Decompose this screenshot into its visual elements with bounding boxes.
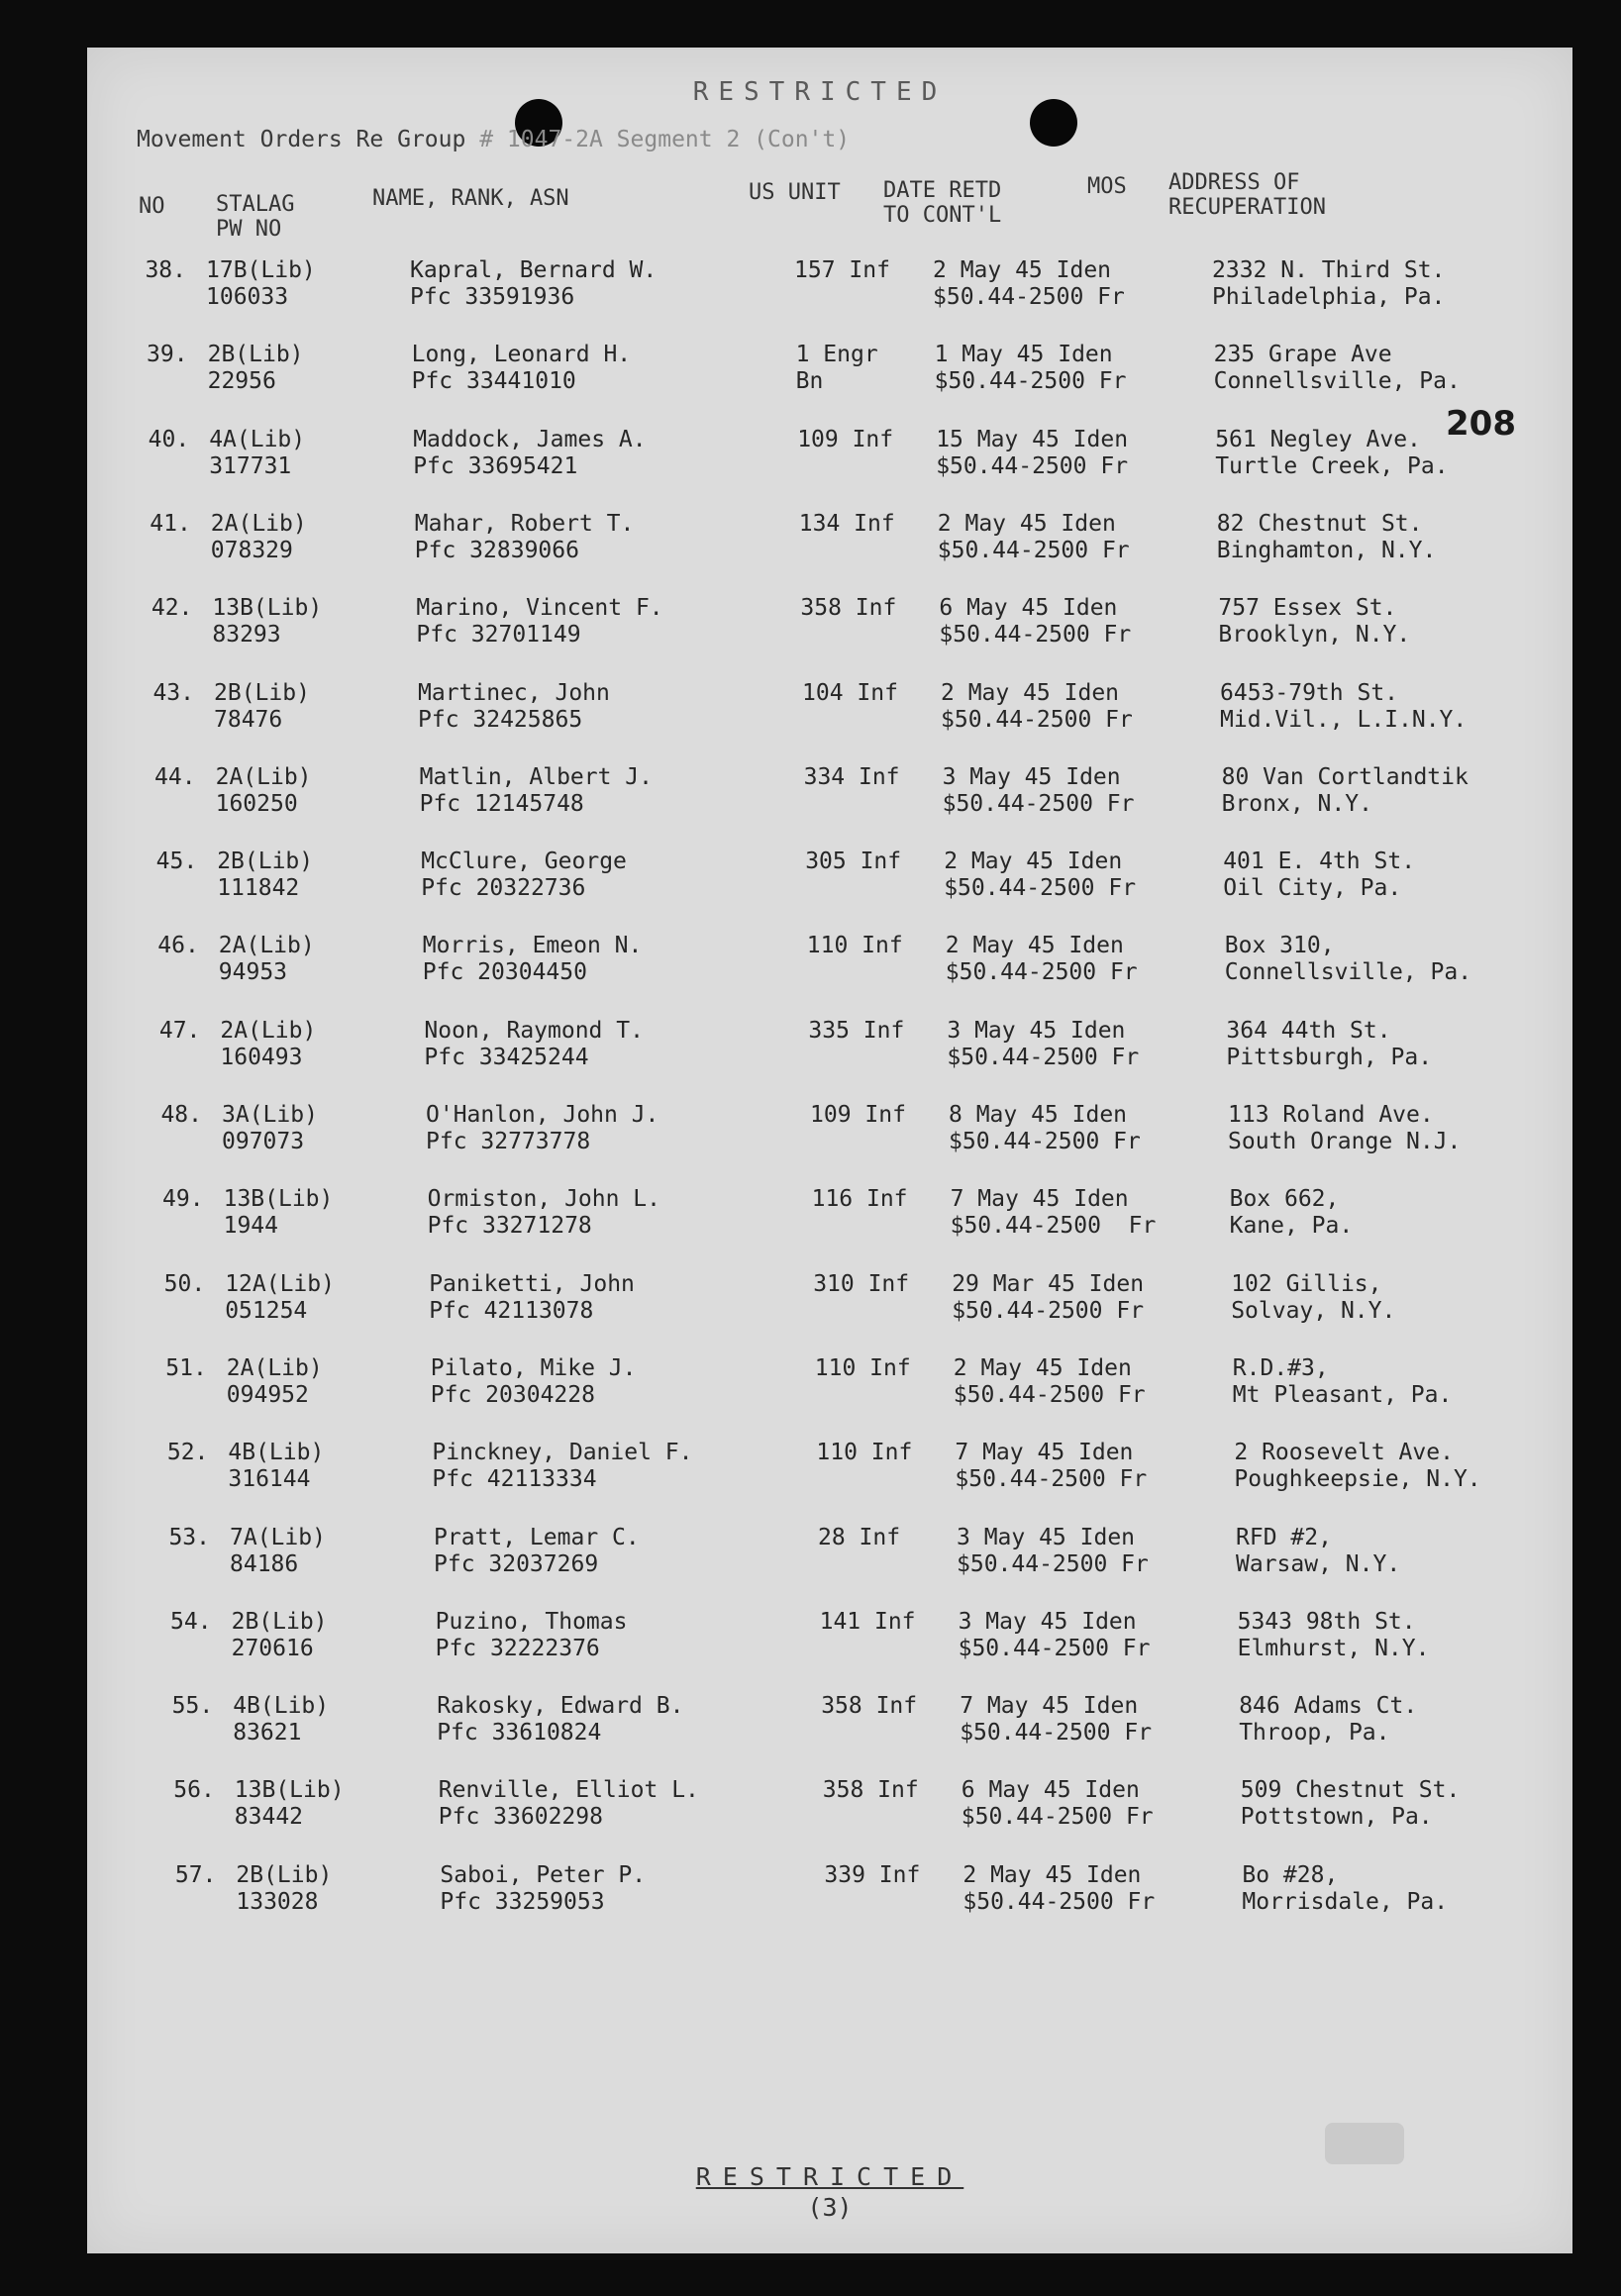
stalag-pw-number: 2B(Lib) 22956 (207, 342, 304, 395)
stalag-pw-number: 2A(Lib) 160250 (215, 763, 312, 817)
row-number: 38. (145, 257, 186, 283)
table-row (87, 1609, 1572, 1688)
name-rank-asn: Puzino, Thomas Pfc 32222376 (435, 1608, 628, 1661)
date-returned: 3 May 45 Iden $50.44-2500 Fr (958, 1608, 1151, 1661)
recuperation-address: Box 662, Kane, Pa. (1229, 1186, 1354, 1240)
recuperation-address: 235 Grape Ave Connellsville, Pa. (1213, 342, 1461, 395)
name-rank-asn: Ormiston, John L. Pfc 33271278 (427, 1186, 660, 1240)
date-returned: 3 May 45 Iden $50.44-2500 Fr (947, 1017, 1140, 1070)
name-rank-asn: Mahar, Robert T. Pfc 32839066 (414, 510, 635, 563)
name-rank-asn: O'Hanlon, John J. Pfc 32773778 (426, 1102, 659, 1154)
us-unit: 358 Inf (800, 595, 897, 622)
subject-faint-text: # 1047-2A Segment 2 (Con't) (479, 127, 851, 152)
row-number: 40. (148, 426, 190, 452)
stalag-pw-number: 4B(Lib) 316144 (228, 1440, 325, 1493)
date-returned: 2 May 45 Iden $50.44-2500 Fr (944, 849, 1137, 902)
name-rank-asn: Rakosky, Edward B. Pfc 33610824 (437, 1693, 684, 1747)
name-rank-asn: Pratt, Lemar C. Pfc 32037269 (434, 1524, 640, 1577)
us-unit: 335 Inf (808, 1017, 905, 1044)
row-number: 42. (151, 595, 193, 622)
row-number: 48. (160, 1102, 202, 1128)
row-number: 54. (170, 1608, 212, 1635)
us-unit: 110 Inf (814, 1354, 911, 1381)
table-row (87, 1440, 1572, 1519)
recuperation-address: 113 Roland Ave. South Orange N.J. (1228, 1102, 1462, 1154)
recuperation-address: 82 Chestnut St. Binghamton, N.Y. (1216, 510, 1437, 563)
us-unit: 109 Inf (810, 1102, 906, 1128)
date-returned: 2 May 45 Iden $50.44-2500 Fr (933, 257, 1125, 310)
recuperation-address: 5343 98th St. Elmhurst, N.Y. (1237, 1608, 1430, 1661)
punch-hole (1030, 99, 1077, 147)
name-rank-asn: Saboi, Peter P. Pfc 33259053 (440, 1861, 647, 1915)
table-row (87, 764, 1572, 844)
name-rank-asn: Noon, Raymond T. Pfc 33425244 (424, 1017, 644, 1070)
recuperation-address: Bo #28, Morrisdale, Pa. (1242, 1861, 1449, 1915)
page-number: 208 (1446, 404, 1516, 444)
us-unit: 305 Inf (805, 849, 902, 875)
us-unit: 28 Inf (818, 1524, 901, 1550)
table-row (87, 342, 1572, 421)
name-rank-asn: Renville, Elliot L. Pfc 33602298 (438, 1777, 699, 1831)
column-header-address: ADDRESS OF RECUPERATION (1168, 170, 1326, 220)
recuperation-address: 102 Gillis, Solvay, N.Y. (1231, 1270, 1396, 1324)
recuperation-address: 6453-79th St. Mid.Vil., L.I.N.Y. (1220, 679, 1468, 733)
subject-text: Movement Orders Re Group (137, 127, 466, 152)
date-returned: 2 May 45 Iden $50.44-2500 Fr (953, 1354, 1146, 1408)
date-returned: 7 May 45 Iden $50.44-2500 Fr (950, 1186, 1157, 1240)
us-unit: 116 Inf (811, 1186, 908, 1213)
date-returned: 15 May 45 Iden $50.44-2500 Fr (936, 426, 1129, 479)
column-header-name: NAME, RANK, ASN (372, 186, 569, 211)
date-returned: 2 May 45 Iden $50.44-2500 Fr (937, 510, 1130, 563)
date-returned: 7 May 45 Iden $50.44-2500 Fr (955, 1440, 1148, 1493)
recuperation-address: 364 44th St. Pittsburgh, Pa. (1226, 1017, 1433, 1070)
faint-stamp (1325, 2123, 1404, 2164)
column-header-no: NO (139, 194, 165, 219)
name-rank-asn: Paniketti, John Pfc 42113078 (429, 1270, 635, 1324)
us-unit: 110 Inf (816, 1440, 913, 1466)
row-number: 55. (171, 1693, 214, 1720)
recuperation-address: 2 Roosevelt Ave. Poughkeepsie, N.Y. (1234, 1440, 1481, 1493)
stalag-pw-number: 13B(Lib) 83293 (212, 595, 323, 649)
row-number: 53. (168, 1524, 210, 1550)
us-unit: 339 Inf (824, 1861, 921, 1888)
table-row (87, 1186, 1572, 1265)
name-rank-asn: McClure, George Pfc 20322736 (421, 849, 627, 902)
recuperation-address: 401 E. 4th St. Oil City, Pa. (1223, 849, 1416, 902)
classification-header: RESTRICTED (692, 77, 948, 107)
stalag-pw-number: 2B(Lib) 133028 (236, 1861, 333, 1915)
row-number: 52. (166, 1440, 209, 1466)
column-header-unit: US UNIT (749, 180, 841, 205)
row-number: 57. (174, 1861, 217, 1888)
recuperation-address: 509 Chestnut St. Pottstown, Pa. (1240, 1777, 1461, 1831)
stalag-pw-number: 2B(Lib) 270616 (231, 1608, 328, 1661)
row-number: 46. (157, 933, 199, 959)
row-number: 56. (173, 1777, 215, 1804)
column-header-stalag: STALAG PW NO (216, 192, 295, 242)
column-header-date: DATE RETD TO CONT'L (883, 178, 1002, 228)
date-returned: 2 May 45 Iden $50.44-2500 Fr (945, 933, 1138, 986)
date-returned: 29 Mar 45 Iden $50.44-2500 Fr (952, 1270, 1145, 1324)
date-returned: 2 May 45 Iden $50.44-2500 Fr (941, 679, 1133, 733)
footer-page-indicator: (3) (807, 2193, 853, 2222)
table-row (87, 1777, 1572, 1856)
date-returned: 1 May 45 Iden $50.44-2500 Fr (934, 342, 1127, 395)
stalag-pw-number: 2A(Lib) 160493 (220, 1017, 317, 1070)
name-rank-asn: Martinec, John Pfc 32425865 (418, 679, 610, 733)
table-row (87, 427, 1572, 506)
table-row (87, 511, 1572, 590)
document-page (87, 48, 1572, 2253)
stalag-pw-number: 4A(Lib) 317731 (209, 426, 306, 479)
name-rank-asn: Matlin, Albert J. Pfc 12145748 (419, 763, 653, 817)
recuperation-address: Box 310, Connellsville, Pa. (1224, 933, 1472, 986)
column-header-mos: MOS (1087, 174, 1127, 199)
table-row (87, 1102, 1572, 1181)
row-number: 45. (155, 849, 198, 875)
stalag-pw-number: 2A(Lib) 94953 (218, 933, 315, 986)
recuperation-address: 2332 N. Third St. Philadelphia, Pa. (1212, 257, 1446, 310)
row-number: 49. (162, 1186, 204, 1213)
page-footer (87, 2162, 1572, 2222)
table-row (87, 1018, 1572, 1097)
row-number: 39. (147, 342, 188, 368)
row-number: 51. (165, 1354, 207, 1381)
recuperation-address: 846 Adams Ct. Throop, Pa. (1239, 1693, 1418, 1747)
document-subject (137, 127, 850, 152)
table-row (87, 257, 1572, 337)
table-row (87, 849, 1572, 928)
stalag-pw-number: 4B(Lib) 83621 (233, 1693, 330, 1747)
us-unit: 110 Inf (806, 933, 903, 959)
stalag-pw-number: 2A(Lib) 078329 (210, 510, 307, 563)
date-returned: 8 May 45 Iden $50.44-2500 Fr (949, 1102, 1141, 1154)
row-number: 47. (158, 1017, 201, 1044)
table-row (87, 1862, 1572, 1942)
us-unit: 104 Inf (802, 679, 898, 706)
stalag-pw-number: 17B(Lib) 106033 (206, 257, 316, 310)
table-row (87, 1355, 1572, 1435)
date-returned: 6 May 45 Iden $50.44-2500 Fr (961, 1777, 1154, 1831)
date-returned: 3 May 45 Iden $50.44-2500 Fr (942, 763, 1135, 817)
name-rank-asn: Kapral, Bernard W. Pfc 33591936 (410, 257, 658, 310)
row-number: 50. (163, 1270, 206, 1297)
us-unit: 1 Engr Bn (795, 342, 878, 395)
stalag-pw-number: 2B(Lib) 78476 (214, 679, 310, 733)
date-returned: 3 May 45 Iden $50.44-2500 Fr (957, 1524, 1149, 1577)
stalag-pw-number: 3A(Lib) 097073 (222, 1102, 318, 1154)
name-rank-asn: Maddock, James A. Pfc 33695421 (413, 426, 647, 479)
recuperation-address: 757 Essex St. Brooklyn, N.Y. (1218, 595, 1411, 649)
table-row (87, 1693, 1572, 1772)
name-rank-asn: Pilato, Mike J. Pfc 20304228 (430, 1354, 637, 1408)
row-number: 44. (154, 763, 196, 790)
table-row (87, 1271, 1572, 1350)
table-row (87, 1525, 1572, 1604)
stalag-pw-number: 13B(Lib) 83442 (234, 1777, 345, 1831)
table-row (87, 680, 1572, 759)
row-number: 43. (152, 679, 194, 706)
stalag-pw-number: 13B(Lib) 1944 (223, 1186, 334, 1240)
us-unit: 358 Inf (822, 1777, 919, 1804)
date-returned: 2 May 45 Iden $50.44-2500 Fr (962, 1861, 1156, 1915)
table-row (87, 595, 1572, 674)
recuperation-address: 80 Van Cortlandtik Bronx, N.Y. (1221, 763, 1469, 817)
classification-footer: RESTRICTED (695, 2162, 964, 2191)
us-unit: 358 Inf (821, 1693, 918, 1720)
recuperation-address: 561 Negley Ave. Turtle Creek, Pa. (1215, 426, 1449, 479)
us-unit: 310 Inf (813, 1270, 910, 1297)
date-returned: 7 May 45 Iden $50.44-2500 Fr (960, 1693, 1153, 1747)
name-rank-asn: Marino, Vincent F. Pfc 32701149 (416, 595, 663, 649)
us-unit: 141 Inf (819, 1608, 916, 1635)
name-rank-asn: Morris, Emeon N. Pfc 20304450 (422, 933, 643, 986)
recuperation-address: R.D.#3, Mt Pleasant, Pa. (1232, 1354, 1453, 1408)
table-row (87, 933, 1572, 1012)
recuperation-address: RFD #2, Warsaw, N.Y. (1236, 1524, 1401, 1577)
stalag-pw-number: 2A(Lib) 094952 (226, 1354, 323, 1408)
us-unit: 109 Inf (797, 426, 894, 452)
us-unit: 134 Inf (798, 510, 895, 537)
date-returned: 6 May 45 Iden $50.44-2500 Fr (939, 595, 1132, 649)
stalag-pw-number: 12A(Lib) 051254 (225, 1270, 335, 1324)
us-unit: 334 Inf (803, 763, 900, 790)
stalag-pw-number: 2B(Lib) 111842 (217, 849, 314, 902)
row-number: 41. (150, 510, 191, 537)
name-rank-asn: Long, Leonard H. Pfc 33441010 (411, 342, 632, 395)
stalag-pw-number: 7A(Lib) 84186 (230, 1524, 326, 1577)
name-rank-asn: Pinckney, Daniel F. Pfc 42113334 (432, 1440, 693, 1493)
us-unit: 157 Inf (794, 257, 890, 283)
